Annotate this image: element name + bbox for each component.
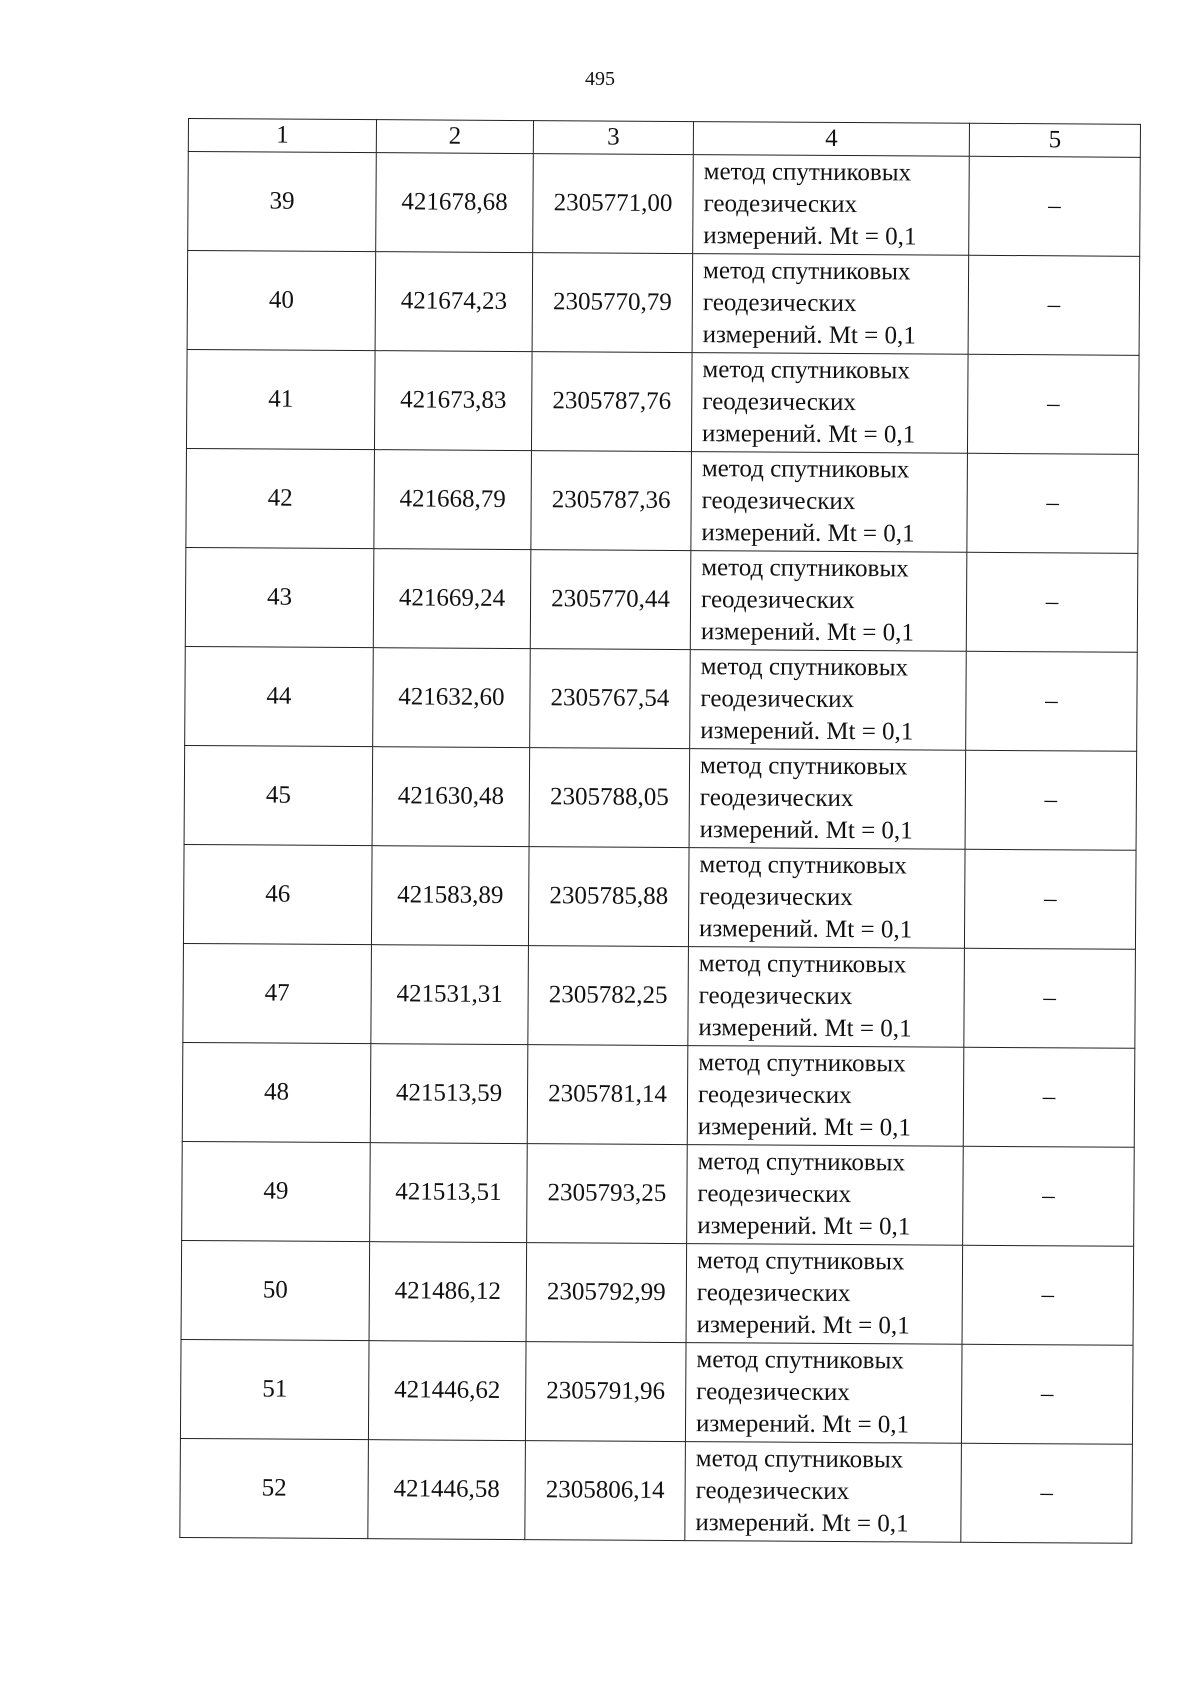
- y-coordinate-cell: 2305770,79: [532, 253, 693, 353]
- method-line: измерений. Mt = 0,1: [698, 1014, 912, 1043]
- x-coordinate-cell: 421486,12: [369, 1242, 527, 1342]
- point-number-cell: 41: [186, 349, 375, 449]
- method-cell: [691, 452, 968, 553]
- method-line: геодезических: [699, 883, 853, 912]
- table-row: [182, 1141, 1135, 1246]
- y-coordinate-cell: 2305770,44: [530, 550, 691, 650]
- point-number-cell: 45: [184, 745, 373, 845]
- method-line: метод спутниковых: [699, 752, 908, 781]
- method-line: метод спутниковых: [701, 554, 909, 583]
- x-coordinate-cell: 421513,51: [370, 1143, 528, 1243]
- method-cell: [691, 353, 968, 454]
- note-cell: –: [963, 1146, 1135, 1246]
- method-line: метод спутниковых: [696, 1247, 905, 1276]
- method-line: геодезических: [695, 1477, 850, 1506]
- note-cell: –: [963, 1047, 1135, 1147]
- method-line: измерений. Mt = 0,1: [697, 1212, 911, 1241]
- method-line: геодезических: [701, 487, 856, 516]
- method-line: измерений. Mt = 0,1: [703, 222, 917, 251]
- note-cell: –: [965, 750, 1137, 850]
- method-line: геодезических: [702, 289, 857, 318]
- method-line: измерений. Mt = 0,1: [701, 420, 916, 449]
- note-cell: –: [961, 1344, 1133, 1444]
- y-coordinate-cell: 2305771,00: [533, 154, 694, 254]
- x-coordinate-cell: 421678,68: [376, 153, 534, 253]
- y-coordinate-cell: 2305788,05: [529, 748, 690, 848]
- method-cell: [685, 1343, 962, 1444]
- point-number-cell: 42: [186, 448, 375, 548]
- table-row: [185, 646, 1138, 751]
- method-cell: [686, 1244, 963, 1345]
- y-coordinate-cell: 2305787,36: [531, 451, 692, 551]
- x-coordinate-cell: 421674,23: [375, 252, 533, 352]
- note-cell: –: [961, 1443, 1133, 1543]
- table-body: [180, 152, 1140, 1544]
- header-cell-2: 2: [376, 120, 533, 154]
- header-cell-5: 5: [969, 123, 1140, 157]
- method-cell: [690, 650, 967, 751]
- x-coordinate-cell: 421446,58: [368, 1440, 526, 1540]
- point-number-cell: 43: [185, 547, 374, 647]
- method-line: метод спутниковых: [695, 1445, 904, 1474]
- note-cell: –: [966, 651, 1138, 751]
- method-line: измерений. Mt = 0,1: [698, 915, 913, 944]
- method-cell: [690, 551, 967, 652]
- point-number-cell: 52: [180, 1438, 369, 1538]
- table-row: [188, 152, 1141, 257]
- method-line: геодезических: [699, 784, 854, 813]
- table-row: [181, 1240, 1134, 1345]
- method-line: метод спутниковых: [698, 1049, 906, 1078]
- point-number-cell: 50: [181, 1240, 370, 1340]
- table-row: [183, 844, 1136, 949]
- method-line: измерений. Mt = 0,1: [695, 1509, 909, 1538]
- table-row: [183, 943, 1136, 1048]
- coordinates-table: [179, 118, 1141, 1544]
- x-coordinate-cell: 421669,24: [373, 549, 531, 649]
- method-cell: [688, 848, 965, 949]
- method-line: измерений. Mt = 0,1: [697, 1113, 912, 1142]
- note-cell: –: [964, 948, 1136, 1048]
- coordinates-table-wrapper: [179, 118, 1140, 1544]
- point-number-cell: 46: [183, 844, 372, 944]
- method-line: геодезических: [702, 388, 856, 417]
- note-cell: –: [962, 1245, 1134, 1345]
- method-line: измерений. Mt = 0,1: [695, 1410, 910, 1439]
- method-cell: [687, 1145, 964, 1246]
- note-cell: –: [966, 552, 1138, 652]
- x-coordinate-cell: 421583,89: [371, 846, 529, 946]
- method-cell: [687, 1046, 964, 1147]
- x-coordinate-cell: 421632,60: [373, 648, 531, 748]
- method-line: геодезических: [696, 1378, 850, 1407]
- y-coordinate-cell: 2305767,54: [530, 649, 691, 749]
- point-number-cell: 39: [188, 152, 377, 252]
- point-number-cell: 40: [187, 251, 376, 351]
- point-number-cell: 48: [182, 1042, 371, 1142]
- table-row: [184, 745, 1137, 850]
- method-line: геодезических: [700, 685, 855, 714]
- method-line: измерений. Mt = 0,1: [699, 816, 913, 845]
- method-line: геодезических: [700, 586, 855, 615]
- note-cell: –: [969, 156, 1141, 256]
- method-line: измерений. Mt = 0,1: [700, 618, 915, 647]
- point-number-cell: 44: [185, 646, 374, 746]
- table-row: [186, 349, 1139, 454]
- x-coordinate-cell: 421668,79: [374, 450, 532, 550]
- method-line: метод спутниковых: [702, 356, 910, 385]
- y-coordinate-cell: 2305787,76: [531, 352, 692, 452]
- header-cell-4: 4: [693, 122, 969, 157]
- y-coordinate-cell: 2305785,88: [528, 847, 689, 947]
- method-cell: [689, 749, 966, 850]
- method-line: метод спутниковых: [703, 158, 912, 187]
- point-number-cell: 51: [180, 1339, 369, 1439]
- page-number: 495: [585, 68, 615, 90]
- method-line: метод спутниковых: [698, 950, 907, 979]
- header-cell-3: 3: [533, 121, 693, 155]
- x-coordinate-cell: 421446,62: [368, 1341, 526, 1441]
- note-cell: –: [967, 453, 1139, 553]
- y-coordinate-cell: 2305791,96: [525, 1342, 686, 1442]
- note-cell: –: [964, 849, 1136, 949]
- method-line: метод спутниковых: [699, 851, 907, 880]
- y-coordinate-cell: 2305782,25: [528, 946, 689, 1046]
- method-cell: [685, 1442, 962, 1543]
- method-line: метод спутниковых: [697, 1148, 906, 1177]
- y-coordinate-cell: 2305793,25: [527, 1144, 688, 1244]
- method-cell: [692, 254, 969, 355]
- table-row: [182, 1042, 1135, 1147]
- method-line: метод спутниковых: [701, 455, 910, 484]
- method-line: измерений. Mt = 0,1: [701, 519, 915, 548]
- table-row: [185, 547, 1138, 652]
- method-line: геодезических: [698, 982, 853, 1011]
- table-row: [180, 1339, 1133, 1444]
- method-line: измерений. Mt = 0,1: [696, 1311, 910, 1340]
- note-cell: –: [967, 354, 1139, 454]
- method-cell: [688, 947, 965, 1048]
- method-line: измерений. Mt = 0,1: [702, 321, 916, 350]
- x-coordinate-cell: 421513,59: [370, 1044, 528, 1144]
- table-row: [187, 251, 1140, 356]
- method-line: измерений. Mt = 0,1: [700, 717, 914, 746]
- y-coordinate-cell: 2305792,99: [526, 1243, 687, 1343]
- header-cell-1: 1: [188, 119, 376, 153]
- y-coordinate-cell: 2305806,14: [525, 1441, 686, 1541]
- method-line: метод спутниковых: [700, 653, 909, 682]
- method-line: метод спутниковых: [702, 257, 911, 286]
- method-line: метод спутниковых: [696, 1346, 904, 1375]
- point-number-cell: 47: [183, 943, 372, 1043]
- method-line: геодезических: [703, 190, 858, 219]
- method-line: геодезических: [697, 1081, 852, 1110]
- method-line: геодезических: [696, 1279, 851, 1308]
- y-coordinate-cell: 2305781,14: [527, 1045, 688, 1145]
- note-cell: –: [968, 255, 1140, 355]
- method-cell: [693, 155, 970, 256]
- x-coordinate-cell: 421630,48: [372, 747, 530, 847]
- table-row: [180, 1438, 1133, 1543]
- x-coordinate-cell: 421531,31: [371, 945, 529, 1045]
- point-number-cell: 49: [182, 1141, 371, 1241]
- method-line: геодезических: [697, 1180, 852, 1209]
- table-row: [186, 448, 1139, 553]
- x-coordinate-cell: 421673,83: [374, 351, 532, 451]
